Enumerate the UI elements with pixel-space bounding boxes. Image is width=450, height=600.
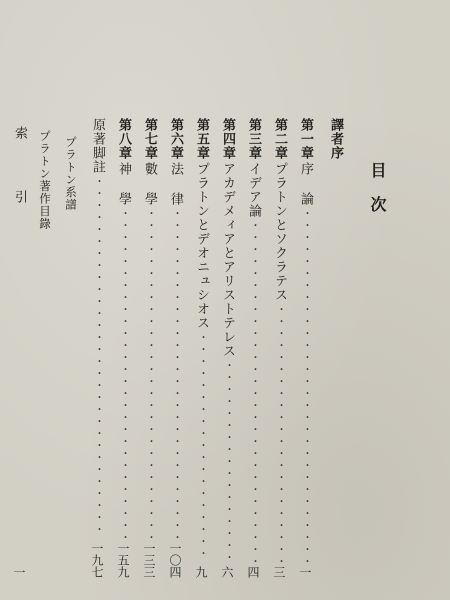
- dot-leader: [214, 360, 240, 563]
- dot-leader: [292, 208, 318, 563]
- toc-entry-chapter-2: [266, 118, 292, 578]
- dot-leader: [162, 208, 188, 539]
- dot-leader: [266, 304, 292, 563]
- toc-entry-name: 索 引: [12, 126, 27, 221]
- toc-chapter-label: 第七章: [142, 118, 157, 160]
- toc-entry-name: イデア論: [246, 162, 261, 218]
- toc-entry-name: 神 學: [116, 162, 131, 206]
- toc-title: [362, 118, 390, 578]
- toc-chapter-label: 第一章: [298, 118, 313, 160]
- table-of-contents: [6, 118, 390, 578]
- spacer: [6, 223, 32, 563]
- toc-chapter-label: 第三章: [246, 118, 261, 160]
- toc-page-number: 一三三: [142, 542, 156, 578]
- toc-entry-chapter-6: [162, 118, 188, 578]
- toc-page-number: 一九七: [90, 542, 104, 578]
- toc-page-number: 一〇四: [168, 542, 182, 578]
- toc-entry-name: 數 學: [142, 162, 157, 206]
- toc-page-number: 一五九: [116, 542, 130, 578]
- toc-entry-index: [6, 118, 32, 578]
- toc-page-number: 三: [272, 566, 286, 578]
- toc-entry-name: プラトンとデオニュシオス: [194, 162, 209, 330]
- dot-leader: [84, 176, 110, 539]
- toc-entry-chapter-7: [136, 118, 162, 578]
- toc-page-number: 九: [194, 566, 208, 578]
- toc-title-text: 目次: [368, 162, 387, 230]
- toc-entry-name: プラトン著作目錄: [38, 130, 52, 230]
- toc-entry-name: 法 律: [168, 162, 183, 206]
- dot-leader: [240, 220, 266, 563]
- toc-entry-works-list: [32, 118, 58, 578]
- toc-chapter-label: 第六章: [168, 118, 183, 160]
- toc-entry-genealogy: [58, 118, 84, 578]
- toc-page-number: 一: [12, 566, 26, 578]
- dot-leader: [136, 208, 162, 539]
- toc-entry-name: アカデメィアとアリストテレス: [220, 162, 235, 358]
- toc-entry-chapter-5: [188, 118, 214, 578]
- toc-entry-name: 原著脚註: [90, 118, 105, 174]
- toc-page-number: 四: [246, 566, 260, 578]
- toc-chapter-label: 第五章: [194, 118, 209, 160]
- toc-entry-name: プラトンとソクラテス: [272, 162, 287, 302]
- toc-chapter-label: 第二章: [272, 118, 287, 160]
- toc-entry-chapter-3: [240, 118, 266, 578]
- toc-chapter-label: 第八章: [116, 118, 131, 160]
- toc-entry-name: 譯者序: [328, 118, 343, 160]
- toc-entry-chapter-1: [292, 118, 318, 578]
- toc-chapter-label: 第四章: [220, 118, 235, 160]
- toc-page-number: 六: [220, 566, 234, 578]
- toc-entry-chapter-4: [214, 118, 240, 578]
- toc-page-number: 一: [298, 566, 312, 578]
- toc-entry-chapter-8: [110, 118, 136, 578]
- dot-leader: [110, 208, 136, 539]
- toc-entry-footnotes: [84, 118, 110, 578]
- toc-entry-name: プラトン系譜: [64, 136, 78, 211]
- toc-entry-preface: [322, 118, 348, 578]
- dot-leader: [188, 332, 214, 563]
- toc-entry-name: 序 論: [298, 162, 313, 206]
